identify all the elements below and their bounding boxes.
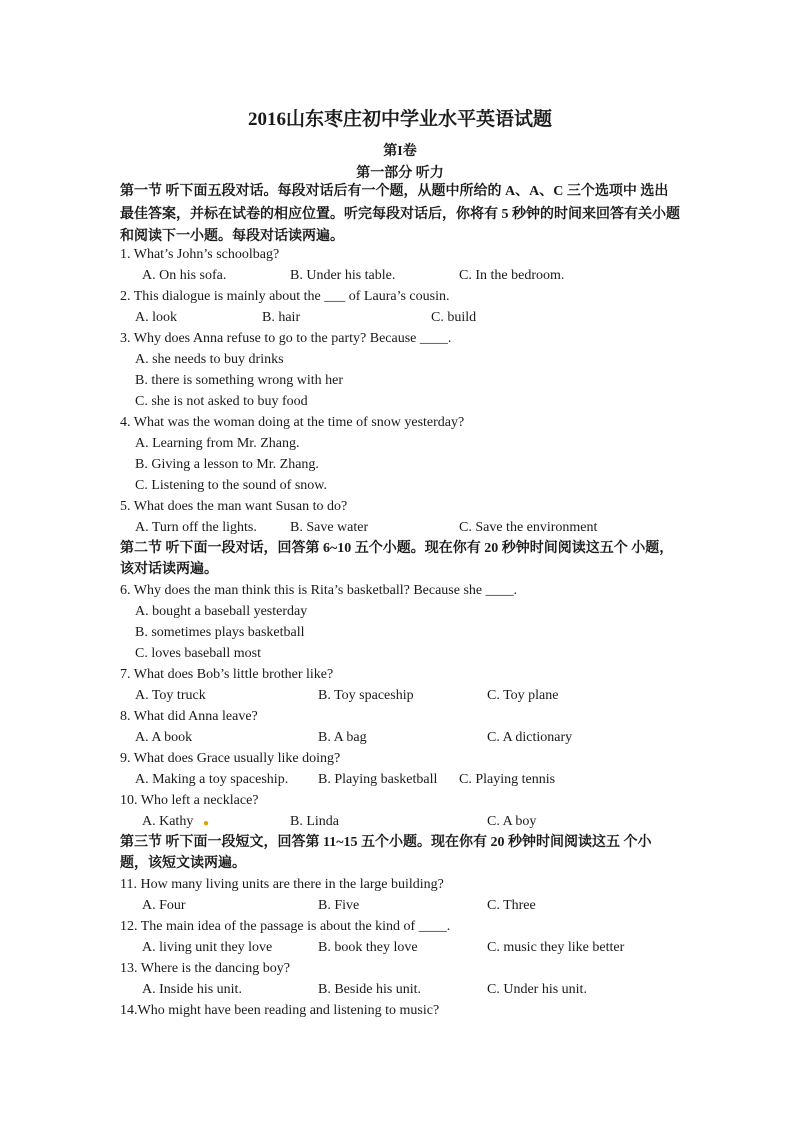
question-14: 14.Who might have been reading and listening to music? <box>120 1003 440 1018</box>
exam-title: 2016山东枣庄初中学业水平英语试题 <box>247 109 552 130</box>
q2-option-b: B. hair <box>262 310 301 325</box>
q1-option-c: C. In the bedroom. <box>459 268 565 283</box>
q13-option-a: A. Inside his unit. <box>142 982 242 997</box>
q3-option-b: B. there is something wrong with her <box>135 373 344 388</box>
q12-option-b: B. book they love <box>318 940 418 955</box>
q8-option-c: C. A dictionary <box>487 730 573 745</box>
q11-option-b: B. Five <box>318 898 360 913</box>
q3-option-c: C. she is not asked to buy food <box>135 394 308 409</box>
question-6: 6. Why does the man think this is Rita’s basketball? Because she ____. <box>120 583 518 598</box>
question-13: 13. Where is the dancing boy? <box>120 961 291 976</box>
q11-option-c: C. Three <box>487 898 536 913</box>
q4-option-a: A. Learning from Mr. Zhang. <box>135 436 300 451</box>
q1-option-a: A. On his sofa. <box>142 268 227 283</box>
question-10: 10. Who left a necklace? <box>120 793 259 808</box>
stray-mark: ● <box>203 818 210 829</box>
question-11: 11. How many living units are there in the large building? <box>120 877 444 892</box>
question-8: 8. What did Anna leave? <box>120 709 258 724</box>
q7-option-c: C. Toy plane <box>487 688 559 703</box>
q3-option-a: A. she needs to buy drinks <box>135 352 284 367</box>
q10-option-c: C. A boy <box>487 814 537 829</box>
q5-option-a: A. Turn off the lights. <box>135 520 257 535</box>
q6-option-c: C. loves baseball most <box>135 646 261 661</box>
q9-option-b: B. Playing basketball <box>318 772 438 787</box>
q5-option-b: B. Save water <box>290 520 369 535</box>
part-heading: 第一部分 听力 <box>356 166 444 181</box>
q8-option-a: A. A book <box>135 730 193 745</box>
q5-option-c: C. Save the environment <box>459 520 598 535</box>
question-2: 2. This dialogue is mainly about the ___ of Laura’s cousin. <box>120 289 450 304</box>
question-5: 5. What does the man want Susan to do? <box>120 499 348 514</box>
q2-option-a: A. look <box>135 310 177 325</box>
q11-option-a: A. Four <box>142 898 186 913</box>
q9-option-a: A. Making a toy spaceship. <box>135 772 289 787</box>
q4-option-c: C. Listening to the sound of snow. <box>135 478 327 493</box>
question-1: 1. What’s John’s schoolbag? <box>120 247 280 262</box>
question-3: 3. Why does Anna refuse to go to the party? Because ____. <box>120 331 452 346</box>
question-12: 12. The main idea of the passage is about the kind of ____. <box>120 919 451 934</box>
q13-option-b: B. Beside his unit. <box>318 982 422 997</box>
q10-option-b: B. Linda <box>290 814 339 829</box>
q9-option-c: C. Playing tennis <box>459 772 556 787</box>
section1-instruction-line2: 最佳答案，并标在试卷的相应位置。听完每段对话后，你将有 5 秒钟的时间来回答有关小题 <box>120 207 680 222</box>
volume-heading: 第I卷 <box>383 144 417 159</box>
section1-instruction-line3: 和阅读下一小题。每段对话读两遍。 <box>120 229 344 244</box>
section3-instruction-line1: 第三节 听下面一段短文，回答第 11~15 五个小题。现在你有 20 秒钟时间阅读这五 个小 <box>120 835 652 850</box>
q7-option-b: B. Toy spaceship <box>318 688 414 703</box>
q12-option-a: A. living unit they love <box>142 940 273 955</box>
q4-option-b: B. Giving a lesson to Mr. Zhang. <box>135 457 319 472</box>
q6-option-a: A. bought a baseball yesterday <box>135 604 308 619</box>
q1-option-b: B. Under his table. <box>290 268 396 283</box>
q2-option-c: C. build <box>431 310 477 325</box>
section1-instruction-line1: 第一节 听下面五段对话。每段对话后有一个题，从题中所给的 A、A、C 三个选项中 选出 <box>120 184 669 199</box>
q7-option-a: A. Toy truck <box>135 688 206 703</box>
q6-option-b: B. sometimes plays basketball <box>135 625 305 640</box>
q8-option-b: B. A bag <box>318 730 367 745</box>
question-4: 4. What was the woman doing at the time of snow yesterday? <box>120 415 465 430</box>
q13-option-c: C. Under his unit. <box>487 982 587 997</box>
section2-instruction-line1: 第二节 听下面一段对话，回答第 6~10 五个小题。现在你有 20 秒钟时间阅读这五个 小题， <box>120 541 674 556</box>
question-7: 7. What does Bob’s little brother like? <box>120 667 334 682</box>
q12-option-c: C. music they like better <box>487 940 625 955</box>
q10-option-a: A. Kathy <box>142 814 194 829</box>
section2-instruction-line2: 该对话读两遍。 <box>120 562 218 577</box>
question-9: 9. What does Grace usually like doing? <box>120 751 341 766</box>
section3-instruction-line2: 题，该短文读两遍。 <box>120 856 246 871</box>
